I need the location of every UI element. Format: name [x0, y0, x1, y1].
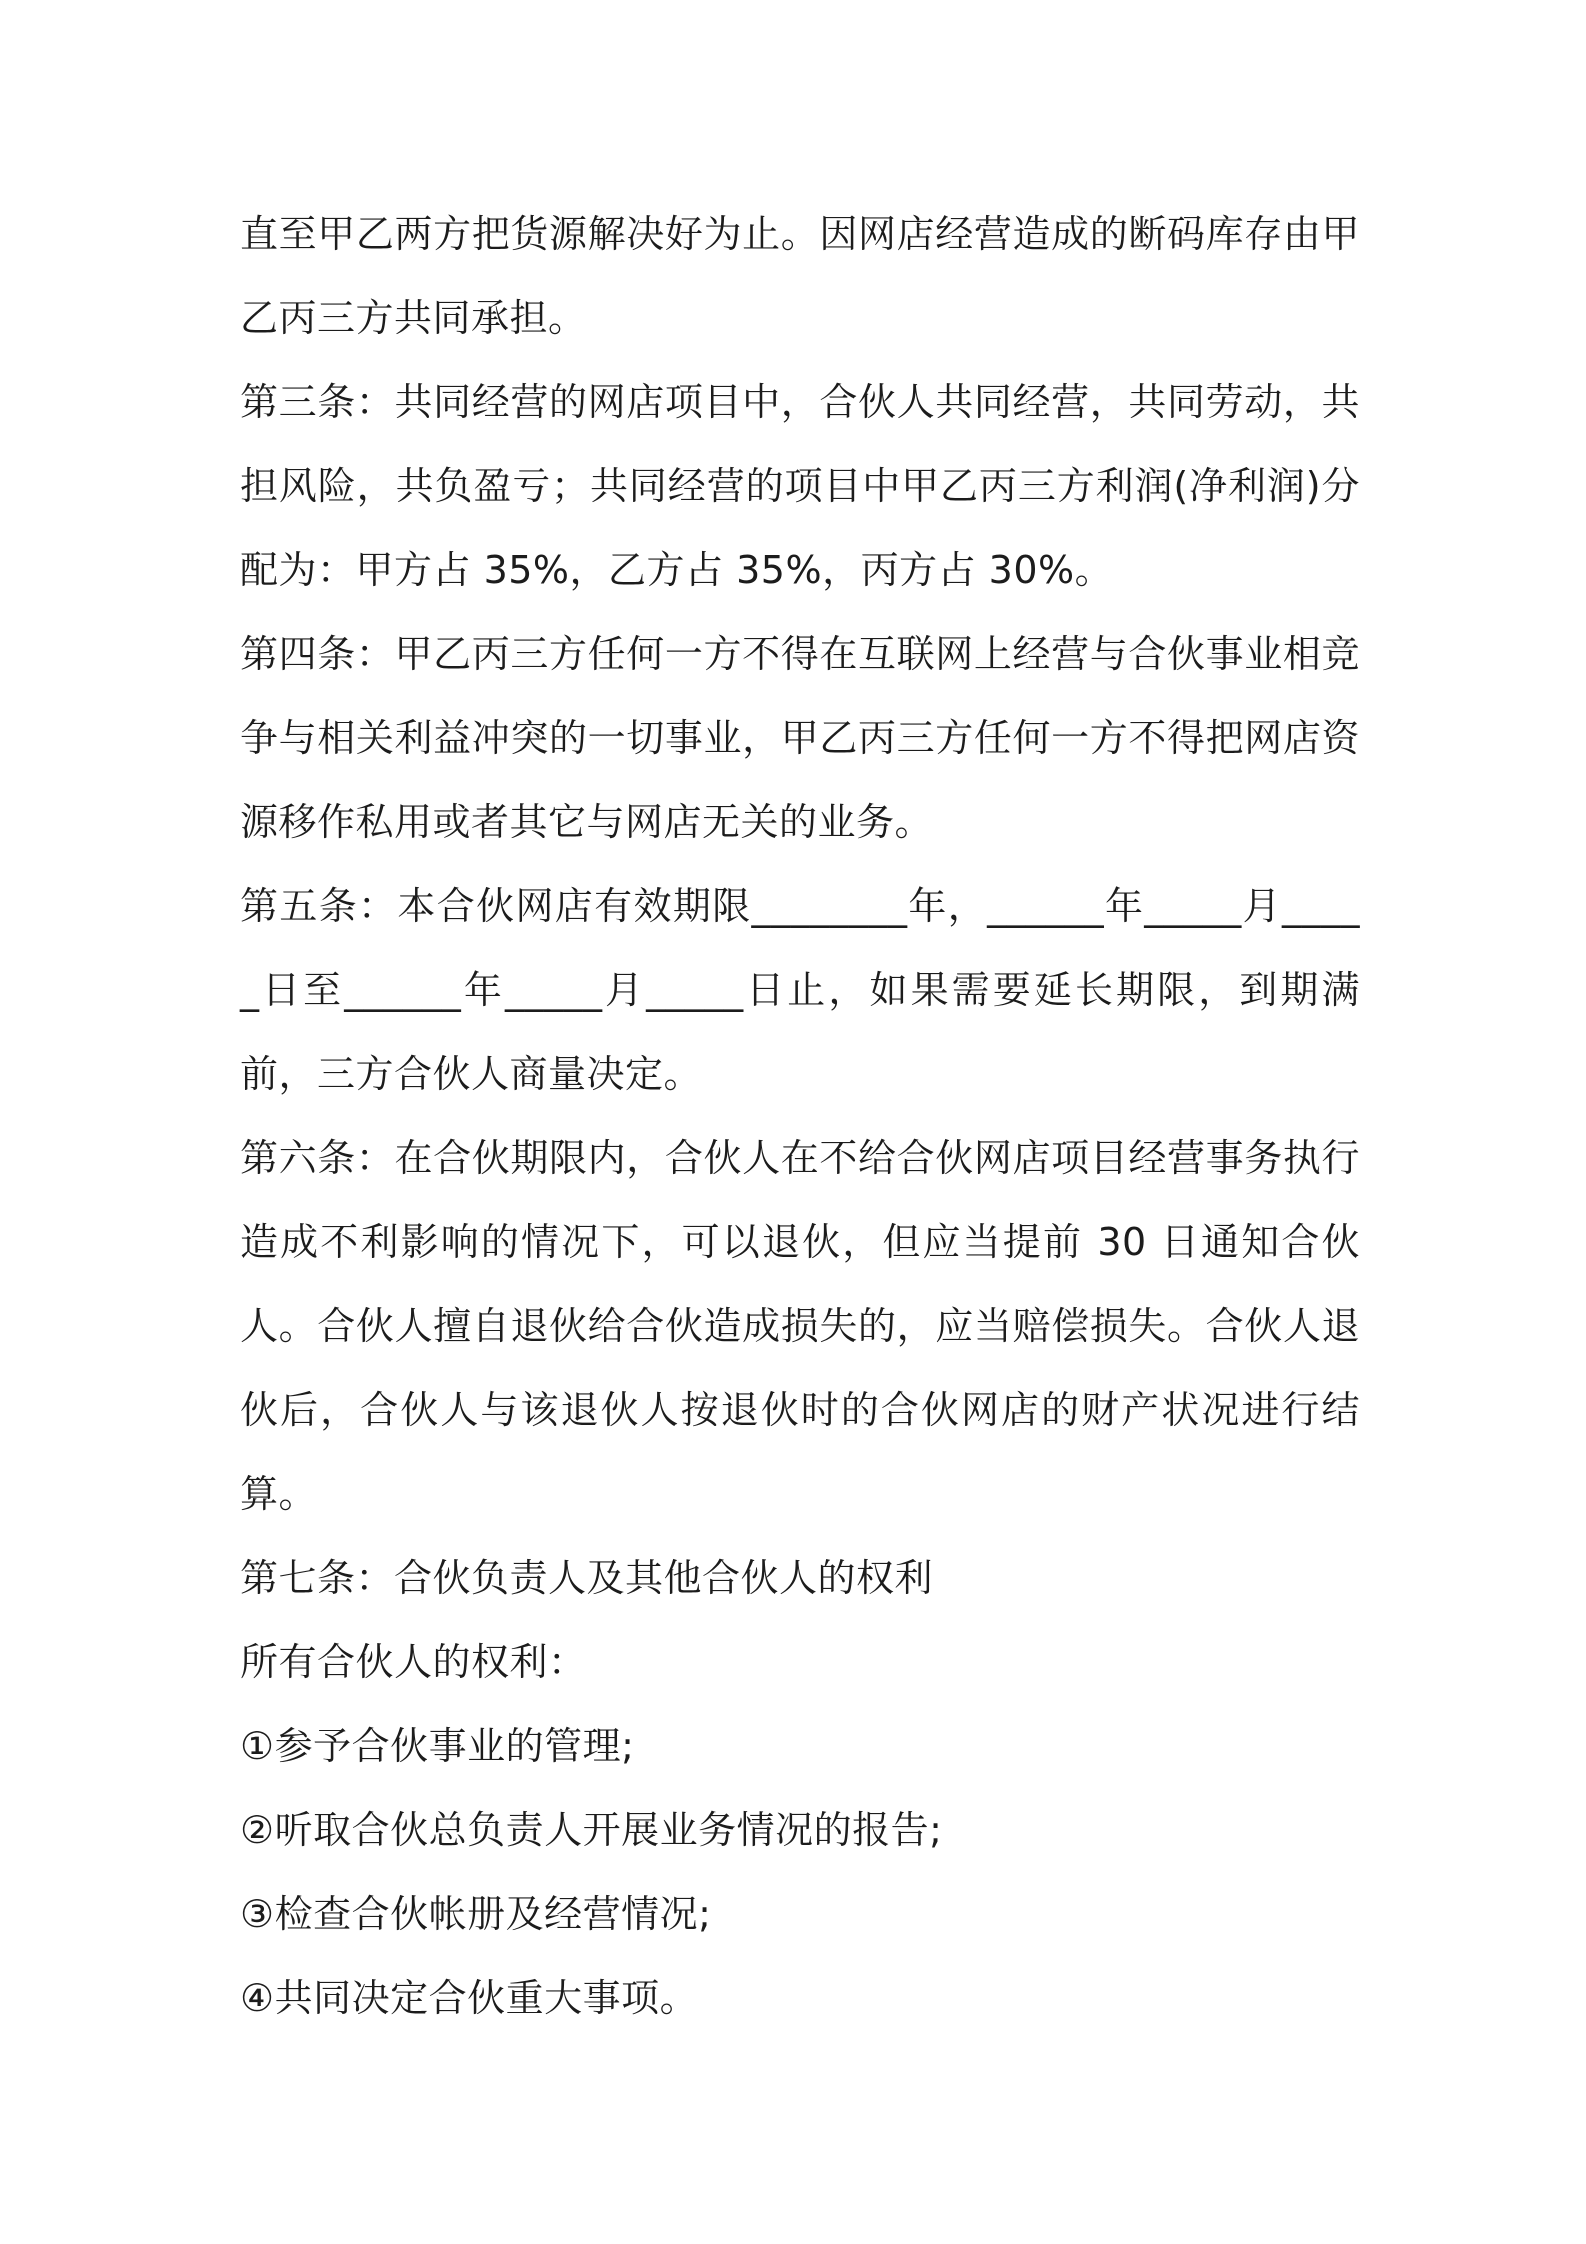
rights-item-3: ③检查合伙帐册及经营情况;	[240, 1892, 712, 1936]
article-3: 第三条：共同经营的网店项目中，合伙人共同经营，共同劳动，共担风险，共负盈亏；共同经营的项目中甲乙丙三方利润(净利润)分配为：甲方占 35%，乙方占 35%，丙方占 30%。	[240, 380, 1360, 592]
article-6: 第六条：在合伙期限内，合伙人在不给合伙网店项目经营事务执行造成不利影响的情况下，可以退伙，但应当提前 30 日通知合伙人。合伙人擅自退伙给合伙造成损失的，应当赔偿损失。合伙人退伙后，合伙人与该退伙人按退伙时的合伙网店的财产状况进行结算。	[240, 1136, 1360, 1516]
document-body	[240, 192, 1360, 2040]
article-5: 第五条：本合伙网店有效期限________年，______年_____月_____日至______年_____月_____日止，如果需要延长期限，到期满前，三方合伙人商量决定。	[240, 884, 1360, 1096]
rights-item-1: ①参予合伙事业的管理;	[240, 1724, 635, 1768]
rights-item-4: ④共同决定合伙重大事项。	[240, 1976, 699, 2020]
rights-heading: 所有合伙人的权利：	[240, 1640, 587, 1684]
article-4: 第四条：甲乙丙三方任何一方不得在互联网上经营与合伙事业相竞争与相关利益冲突的一切事业，甲乙丙三方任何一方不得把网店资源移作私用或者其它与网店无关的业务。	[240, 632, 1360, 844]
article-7: 第七条：合伙负责人及其他合伙人的权利	[240, 1556, 934, 1600]
paragraph-continuation: 直至甲乙两方把货源解决好为止。因网店经营造成的断码库存由甲乙丙三方共同承担。	[240, 212, 1360, 340]
rights-item-2: ②听取合伙总负责人开展业务情况的报告;	[240, 1808, 943, 1852]
